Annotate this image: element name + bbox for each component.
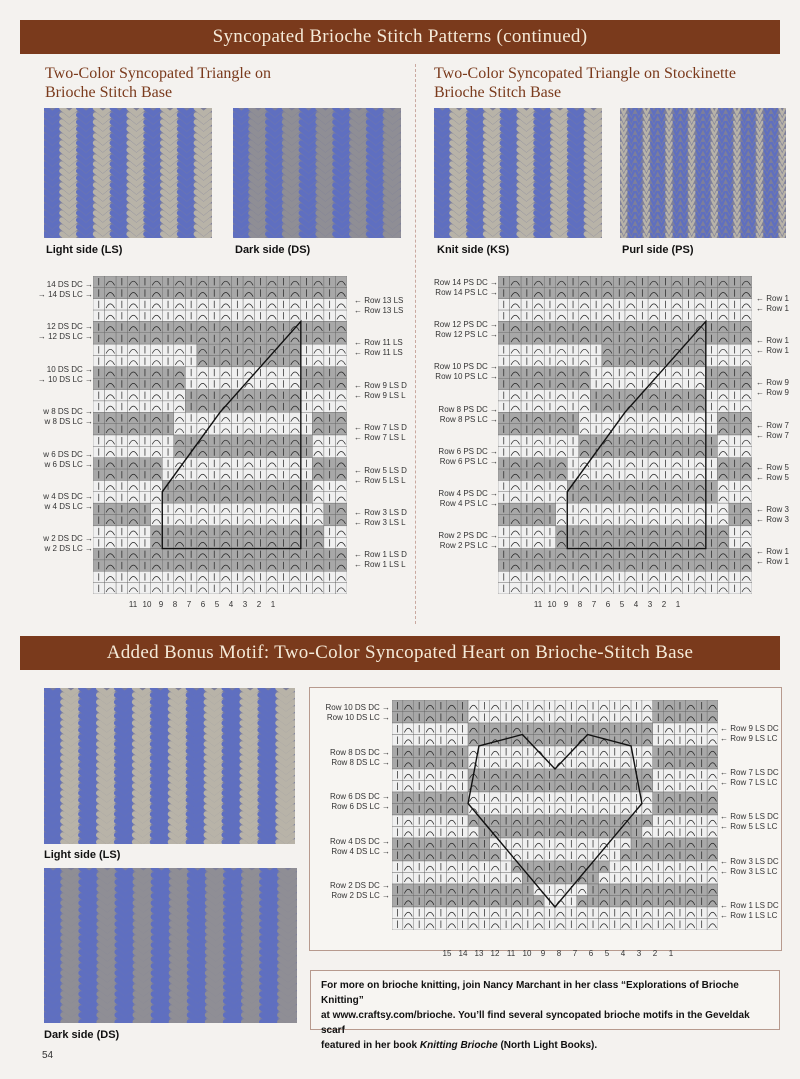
- chart-heart: [392, 700, 718, 930]
- row-label: w 2 DS LC →: [44, 544, 93, 554]
- page-number: 54: [42, 1050, 54, 1061]
- column-number: 4: [620, 949, 626, 958]
- column-number: 11: [533, 600, 543, 609]
- row-label: w 8 DS DC →: [43, 407, 93, 417]
- row-label: Row 14 PS LC →: [435, 288, 498, 297]
- row-label: ← Row 7: [756, 420, 789, 430]
- row-label: Row 4 DS LC →: [331, 846, 390, 856]
- caption-heart-dark-side: Dark side (DS): [44, 1029, 120, 1041]
- row-label: Row 2 PS DC →: [438, 531, 498, 541]
- row-label: Row 8 PS LC →: [439, 414, 498, 424]
- row-label: ← Row 3 LS L: [354, 518, 406, 527]
- column-number: 2: [652, 949, 658, 958]
- row-label: ← Row 9 LS LC: [720, 734, 778, 743]
- section-banner: [20, 20, 780, 54]
- column-number: 1: [668, 949, 674, 958]
- right-title-line1: Two-Color Syncopated Triangle on Stockinette: [434, 65, 736, 82]
- column-number: 10: [547, 600, 557, 609]
- row-label: ← Row 1: [756, 547, 789, 557]
- row-label: ← Row 7 LS L: [354, 433, 406, 443]
- row-label: w 6 DS LC →: [44, 459, 93, 469]
- chart-column-numbers: [531, 600, 685, 609]
- column-number: 9: [158, 600, 164, 609]
- row-label: ← Row 1: [756, 346, 789, 356]
- column-number: 8: [556, 949, 562, 958]
- row-label: w 8 DS LC →: [44, 417, 93, 427]
- caption-dark-side: Dark side (DS): [235, 244, 311, 256]
- right-title-line2: Brioche Stitch Base: [434, 84, 562, 101]
- column-number: 5: [619, 600, 625, 609]
- row-label: 12 DS DC →: [46, 322, 93, 332]
- row-label: Row 6 DS DC →: [329, 792, 390, 801]
- row-label: ← Row 7: [756, 430, 789, 440]
- left-title-line2: Brioche Stitch Base: [45, 84, 173, 101]
- column-number: 12: [490, 949, 500, 958]
- column-divider: [415, 64, 416, 624]
- note-line-1: For more on brioche knitting, join Nancy Marchant in her class “Explorations of Brioche Knitting”: [321, 980, 739, 1006]
- column-number: 2: [661, 600, 667, 609]
- column-number: 4: [633, 600, 639, 609]
- row-label: ← Row 5: [756, 462, 789, 472]
- row-label: ← Row 1 LS D: [354, 550, 407, 560]
- row-label: ← Row 3 LS DC: [720, 856, 779, 866]
- book-title: Knitting Brioche: [419, 1040, 498, 1051]
- row-label: Row 6 PS DC →: [438, 446, 498, 456]
- row-label: Row 10 PS LC →: [435, 372, 498, 382]
- row-label: ← Row 7 LS DC: [720, 768, 779, 778]
- row-label: ← Row 3: [756, 515, 789, 524]
- row-label: ← Row 7 LS D: [354, 423, 407, 433]
- row-label: ← Row 9 LS DC: [720, 724, 779, 733]
- row-label: Row 8 PS DC →: [438, 404, 498, 414]
- row-label: ← Row 1 LS DC: [720, 900, 779, 910]
- row-label: w 4 DS DC →: [43, 492, 93, 501]
- row-label: 14 DS DC →: [46, 280, 93, 289]
- caption-knit-side: Knit side (KS): [437, 244, 510, 256]
- column-number: 5: [214, 600, 220, 609]
- row-label: ← Row 7 LS LC: [720, 778, 778, 788]
- column-number: 8: [577, 600, 583, 609]
- row-label: Row 8 DS DC →: [329, 747, 390, 757]
- row-label: → 14 DS LC →: [37, 290, 93, 299]
- column-number: 2: [256, 600, 262, 609]
- column-number: 4: [228, 600, 234, 609]
- photo-heart-light-side: [44, 688, 295, 844]
- column-number: 9: [563, 600, 569, 609]
- row-label: Row 10 DS LC →: [326, 713, 390, 722]
- row-label: ← Row 1: [756, 336, 789, 346]
- row-label: ← Row 9 LS L: [354, 390, 406, 400]
- chart-triangle-brioche: [93, 276, 347, 594]
- row-label: ← Row 3: [756, 505, 789, 514]
- photo-triangle-light-side: [44, 108, 212, 238]
- row-label: w 4 DS LC →: [44, 502, 93, 511]
- column-number: 3: [647, 600, 653, 609]
- row-label: → 10 DS LC →: [37, 374, 93, 384]
- row-label: ← Row 13 LS: [354, 296, 404, 305]
- row-label: Row 6 DS LC →: [331, 802, 390, 811]
- column-number: 7: [572, 949, 578, 958]
- row-label: ← Row 3 LS LC: [720, 866, 778, 876]
- caption-light-side: Light side (LS): [46, 244, 123, 256]
- row-label: w 6 DS DC →: [43, 449, 93, 459]
- row-label: w 2 DS DC →: [43, 534, 93, 544]
- row-label: Row 14 PS DC →: [433, 278, 498, 287]
- photo-triangle-knit-side: [434, 108, 602, 238]
- row-label: ← Row 9: [756, 388, 789, 398]
- row-label: Row 10 DS DC →: [325, 703, 390, 712]
- row-label: ← Row 1 LS LC: [720, 910, 778, 920]
- column-number: 11: [506, 949, 516, 958]
- row-label: Row 4 PS DC →: [438, 489, 498, 498]
- row-label: ← Row 5 LS LC: [720, 822, 778, 832]
- row-label: ← Row 9: [756, 378, 789, 388]
- photo-triangle-dark-side: [233, 108, 401, 238]
- row-label: Row 6 PS LC →: [439, 456, 498, 466]
- column-number: 10: [522, 949, 532, 958]
- column-number: 7: [591, 600, 597, 609]
- chart-triangle-stockinette: [498, 276, 752, 594]
- row-label: ← Row 11 LS: [354, 348, 403, 358]
- row-label: Row 4 PS LC →: [439, 499, 498, 508]
- row-label: ← Row 5 LS D: [354, 465, 407, 475]
- row-label: ← Row 1: [756, 304, 789, 313]
- column-number: 3: [242, 600, 248, 609]
- row-label: Row 10 PS DC →: [433, 362, 498, 372]
- column-number: 6: [200, 600, 206, 609]
- row-label: → 12 DS LC →: [37, 332, 93, 342]
- chart-column-numbers: [439, 949, 679, 958]
- row-label: Row 12 PS DC →: [433, 320, 498, 330]
- info-note: [310, 970, 780, 1051]
- column-number: 5: [604, 949, 610, 958]
- row-label: Row 2 DS DC →: [329, 881, 390, 890]
- left-section-title: [45, 64, 271, 102]
- column-number: 1: [270, 600, 276, 609]
- row-label: Row 8 DS LC →: [331, 757, 390, 767]
- left-title-line1: Two-Color Syncopated Triangle on: [45, 65, 271, 82]
- column-number: 11: [128, 600, 138, 609]
- row-label: ← Row 5 LS DC: [720, 812, 779, 822]
- right-section-title: [434, 64, 736, 102]
- bonus-banner: [20, 636, 780, 670]
- row-label: Row 4 DS DC →: [329, 836, 390, 846]
- caption-purl-side: Purl side (PS): [622, 244, 694, 256]
- row-label: Row 2 PS LC →: [439, 541, 498, 551]
- column-number: 6: [605, 600, 611, 609]
- column-number: 3: [636, 949, 642, 958]
- column-number: 9: [540, 949, 546, 958]
- column-number: 8: [172, 600, 178, 609]
- row-label: ← Row 1: [756, 294, 789, 303]
- note-line-2: at www.craftsy.com/brioche. You’ll find several syncopated brioche motifs in the Geveldak scarf: [321, 1010, 750, 1036]
- bonus-banner-title: Added Bonus Motif: Two-Color Syncopated Heart on Brioche-Stitch Base: [106, 642, 694, 663]
- column-number: 7: [186, 600, 192, 609]
- row-label: ← Row 13 LS: [354, 306, 404, 315]
- column-number: 6: [588, 949, 594, 958]
- row-label: ← Row 3 LS D: [354, 508, 407, 517]
- photo-heart-dark-side: [44, 868, 297, 1023]
- note-line-3: featured in her book Knitting Brioche (North Light Books).: [321, 1040, 598, 1051]
- row-label: ← Row 5 LS L: [354, 475, 406, 485]
- caption-heart-light-side: Light side (LS): [44, 849, 121, 861]
- row-label: Row 2 DS LC →: [331, 891, 390, 900]
- column-number: 13: [474, 949, 484, 958]
- row-label: ← Row 1 LS L: [354, 560, 406, 570]
- section-banner-title: Syncopated Brioche Stitch Patterns (continued): [212, 26, 588, 47]
- row-label: ← Row 9 LS D: [354, 380, 407, 390]
- column-number: 10: [142, 600, 152, 609]
- column-number: 15: [442, 949, 452, 958]
- row-label: ← Row 5: [756, 472, 789, 482]
- column-number: 1: [675, 600, 681, 609]
- chart-column-numbers: [126, 600, 280, 609]
- photo-triangle-purl-side: [620, 108, 786, 238]
- row-label: ← Row 11 LS: [354, 338, 403, 348]
- row-label: 10 DS DC →: [46, 364, 93, 374]
- row-label: Row 12 PS LC →: [435, 330, 498, 340]
- row-label: ← Row 1: [756, 557, 789, 567]
- column-number: 14: [458, 949, 468, 958]
